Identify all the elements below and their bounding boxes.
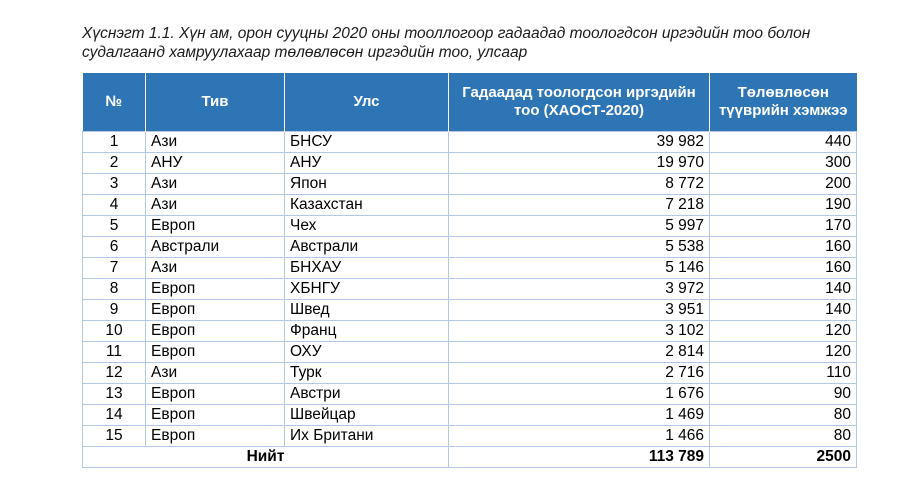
row-sample: 160	[710, 237, 857, 258]
table-row	[83, 279, 857, 300]
row-country: Швейцар	[285, 405, 449, 426]
row-number: 12	[83, 363, 146, 384]
row-continent: Европ	[146, 279, 285, 300]
row-sample: 440	[710, 132, 857, 153]
total-citizens: 113 789	[449, 447, 710, 468]
row-number: 1	[83, 132, 146, 153]
row-continent: Европ	[146, 426, 285, 447]
row-country: Австри	[285, 384, 449, 405]
row-citizens: 3 951	[449, 300, 710, 321]
table-row	[83, 258, 857, 279]
row-country: ХБНГУ	[285, 279, 449, 300]
row-citizens: 1 466	[449, 426, 710, 447]
header-number: №	[83, 73, 146, 132]
row-country: АНУ	[285, 153, 449, 174]
row-country: Япон	[285, 174, 449, 195]
row-sample: 160	[710, 258, 857, 279]
row-country: Франц	[285, 321, 449, 342]
row-number: 10	[83, 321, 146, 342]
row-sample: 110	[710, 363, 857, 384]
row-citizens: 39 982	[449, 132, 710, 153]
row-sample: 80	[710, 405, 857, 426]
total-sample: 2500	[710, 447, 857, 468]
row-continent: Ази	[146, 363, 285, 384]
row-number: 6	[83, 237, 146, 258]
row-country: Австрали	[285, 237, 449, 258]
row-continent: Австрали	[146, 237, 285, 258]
table-row	[83, 300, 857, 321]
row-sample: 120	[710, 321, 857, 342]
row-sample: 200	[710, 174, 857, 195]
table-row	[83, 237, 857, 258]
row-sample: 80	[710, 426, 857, 447]
row-country: Швед	[285, 300, 449, 321]
total-label: Нийт	[83, 447, 449, 468]
total-row	[83, 447, 857, 468]
row-number: 11	[83, 342, 146, 363]
table-row	[83, 342, 857, 363]
table-row	[83, 321, 857, 342]
row-number: 3	[83, 174, 146, 195]
row-sample: 170	[710, 216, 857, 237]
row-country: БНСУ	[285, 132, 449, 153]
row-number: 8	[83, 279, 146, 300]
row-sample: 140	[710, 300, 857, 321]
row-continent: Ази	[146, 258, 285, 279]
row-number: 5	[83, 216, 146, 237]
row-sample: 300	[710, 153, 857, 174]
row-number: 14	[83, 405, 146, 426]
row-number: 13	[83, 384, 146, 405]
row-continent: Европ	[146, 384, 285, 405]
table-row	[83, 132, 857, 153]
table-row	[83, 153, 857, 174]
row-sample: 120	[710, 342, 857, 363]
table-row	[83, 363, 857, 384]
row-citizens: 1 469	[449, 405, 710, 426]
row-sample: 90	[710, 384, 857, 405]
table-row	[83, 195, 857, 216]
row-continent: Ази	[146, 195, 285, 216]
row-citizens: 5 997	[449, 216, 710, 237]
row-country: ОХУ	[285, 342, 449, 363]
row-sample: 190	[710, 195, 857, 216]
row-country: Чех	[285, 216, 449, 237]
row-number: 7	[83, 258, 146, 279]
row-citizens: 1 676	[449, 384, 710, 405]
table-row	[83, 426, 857, 447]
row-citizens: 3 102	[449, 321, 710, 342]
header-sample-size: Төлөвлөсөн түүврийн хэмжээ	[710, 73, 857, 132]
row-citizens: 19 970	[449, 153, 710, 174]
row-country: Их Британи	[285, 426, 449, 447]
table-row	[83, 405, 857, 426]
header-continent: Тив	[146, 73, 285, 132]
row-citizens: 3 972	[449, 279, 710, 300]
header-row	[83, 73, 857, 132]
row-continent: Ази	[146, 132, 285, 153]
row-continent: АНУ	[146, 153, 285, 174]
data-table	[82, 73, 857, 468]
row-citizens: 2 814	[449, 342, 710, 363]
row-sample: 140	[710, 279, 857, 300]
row-continent: Европ	[146, 321, 285, 342]
row-continent: Европ	[146, 342, 285, 363]
row-country: Турк	[285, 363, 449, 384]
row-continent: Европ	[146, 405, 285, 426]
row-continent: Европ	[146, 300, 285, 321]
row-citizens: 8 772	[449, 174, 710, 195]
row-citizens: 7 218	[449, 195, 710, 216]
row-number: 2	[83, 153, 146, 174]
header-country: Улс	[285, 73, 449, 132]
row-continent: Европ	[146, 216, 285, 237]
row-number: 9	[83, 300, 146, 321]
row-citizens: 5 538	[449, 237, 710, 258]
row-country: Казахстан	[285, 195, 449, 216]
table-row	[83, 384, 857, 405]
table-row	[83, 216, 857, 237]
row-citizens: 5 146	[449, 258, 710, 279]
header-citizens-abroad: Гадаадад тоологдсон иргэдийн тоо (ХАОСТ-2020)	[449, 73, 710, 132]
row-continent: Ази	[146, 174, 285, 195]
table-body	[83, 132, 857, 447]
table-row	[83, 174, 857, 195]
row-citizens: 2 716	[449, 363, 710, 384]
row-number: 4	[83, 195, 146, 216]
table-caption: Хүснэгт 1.1. Хүн ам, орон сууцны 2020 оны тооллогоор гадаадад тоологдсон иргэдийн тоо болон судалгаанд хамруулахаар төлөвлөсөн иргэдийн тоо, улсаар	[82, 25, 811, 61]
row-number: 15	[83, 426, 146, 447]
row-country: БНХАУ	[285, 258, 449, 279]
